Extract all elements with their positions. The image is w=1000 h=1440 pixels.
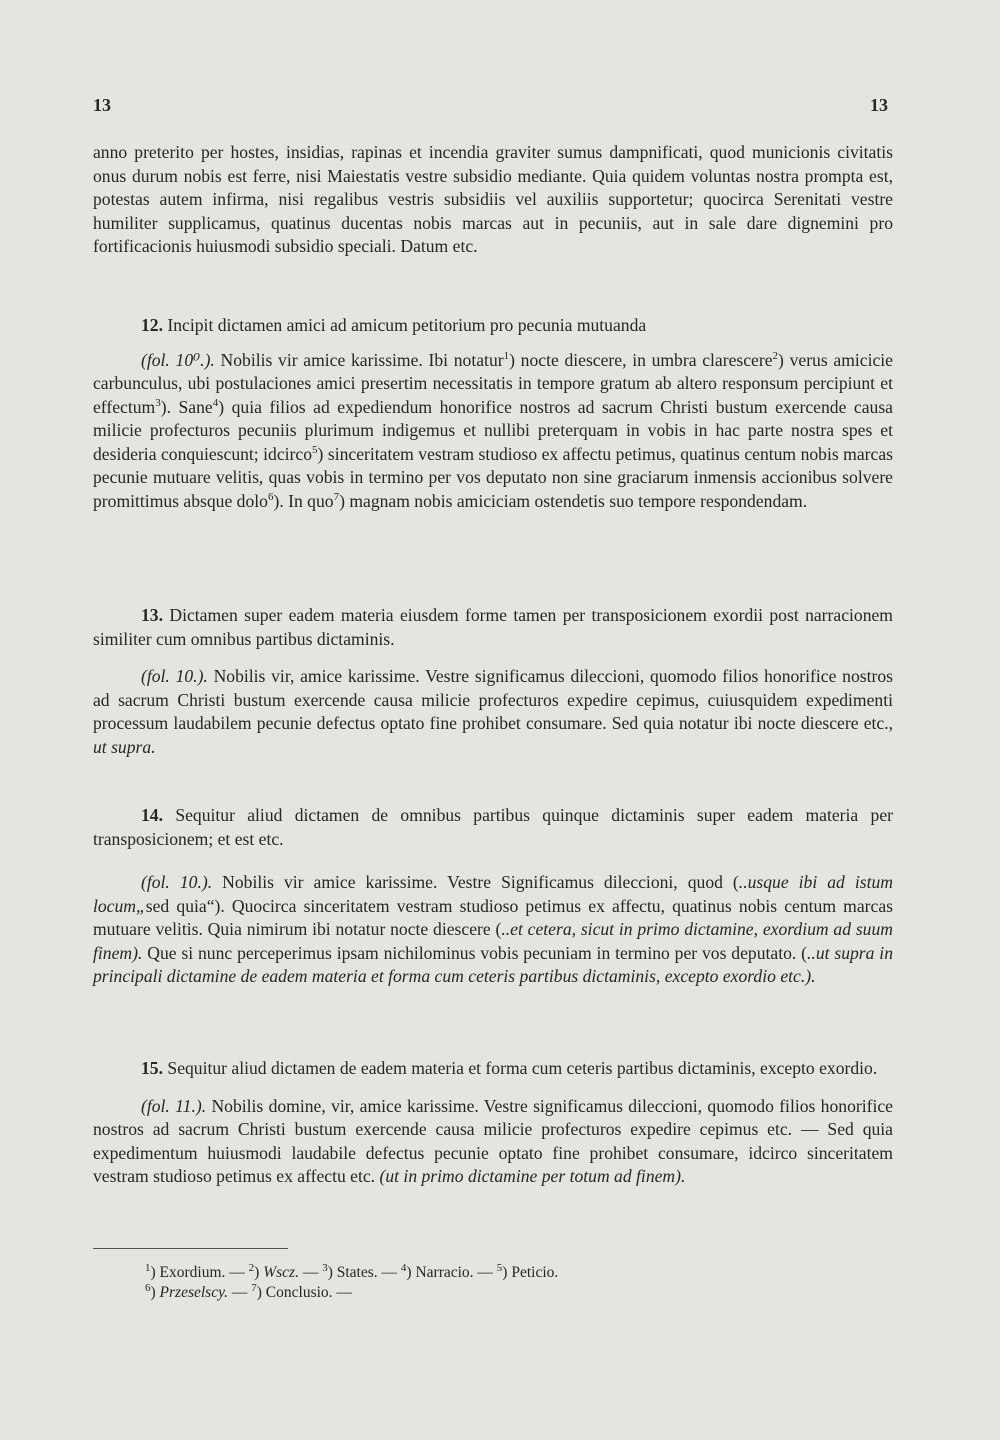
footnote-text: Exordium. — [159, 1264, 245, 1281]
section-12 [93, 314, 893, 513]
section-13 [93, 604, 893, 759]
body-text: verus amicicie carbunculus, ubi postulaciones amici presertim necessitatis in tempore gratum ab altero responsum percipiunt et effectum [93, 349, 893, 417]
folio-ref: (fol. 10⁰.). [141, 349, 215, 370]
section-title: Sequitur aliud dictamen de omnibus partibus quinque dictaminis super eadem materia per transposicionem; et est etc. [93, 805, 894, 849]
footnote-ref: 4 [212, 396, 219, 409]
body-text: quia filios ad expediendum honorifice nostros ad sacrum Christi bustum exercende causa milicie profecturos pecuniis plurimum indigemus et nullibi preterquam in vobis in hac parte nostra spes et desideria conquiescunt; idcirco [93, 396, 893, 464]
footnote-marker: 4 [400, 1261, 407, 1274]
section-title: Sequitur aliud dictamen de eadem materia et forma cum ceteris partibus dictaminis, excepto exordio. [167, 1058, 878, 1078]
footnote-text: Wscz. [263, 1264, 299, 1281]
section-12-body: (fol. 10⁰.). Nobilis vir amice karissime. Ibi notatur$^1$) nocte diescere, in umbra clarescere$^2$) verus amicicie carbunculus, ubi postulaciones amici presertim necessitatis in tempore gratum ab altero responsum percipiunt et effectum$^3$). Sane$^4$) quia filios ad expediendum honorifice nostros ad sacrum Christi bustum exercende causa milicie profecturos pecuniis plurimum indigemus et nullibi preterquam in vobis in hac parte nostra spes et desideria conquiescunt; idcirco$^5$) sinceritatem vestram studioso ex affectu petimus, quatinus centum nobis marcas pecunie mutuare velitis, quas vobis in termino per vos deputato non sine graciarum inmensis accionibus solvere promittimus absque dolo$^6$). In quo$^7$) magnam nobis amiciciam ostendetis suo tempore respondendam. [93, 349, 893, 511]
footnote-marker: 6 [145, 1281, 151, 1294]
footnote-marker: 3 [322, 1261, 328, 1274]
section-number: 12. [141, 315, 163, 335]
body-text: Nobilis vir amice karissime. Ibi notatur [220, 349, 504, 370]
footnote-ref: 2 [772, 349, 779, 362]
footnote-divider [93, 1248, 288, 1249]
section-number: 14. [141, 805, 163, 825]
folio-ref: (fol. 10.). [141, 872, 213, 892]
italic-note: ..et cetera, sicut in primo dictamine, exordium ad suum finem). [93, 919, 893, 963]
footnote-text: Conclusio. — [265, 1284, 352, 1301]
folio-ref: (fol. 11.). [141, 1095, 207, 1116]
section-15-body [93, 1095, 893, 1189]
section-14 [93, 804, 893, 989]
body-text: sinceritatem vestram studioso ex affectu petimus, quatinus centum nobis marcas pecunie mutuare velitis, quas vobis in termino per vos deputato non sine graciarum inmensis accionibus solvere promittimus absque dolo [93, 443, 893, 511]
footnote-text: Przeselscy. [159, 1284, 228, 1301]
footnote-text: Narracio. — [415, 1264, 493, 1281]
footnote-ref: 1 [503, 349, 510, 362]
footnote-text: Peticio. [511, 1264, 559, 1281]
section-title: Dictamen super eadem materia eiusdem forme tamen per transposicionem exordii post narracionem similiter cum omnibus partibus dictaminis. [93, 605, 893, 649]
folio-ref: (fol. 10.). [141, 666, 208, 686]
footnote-marker: 2 [248, 1261, 255, 1274]
section-number: 13. [141, 605, 163, 625]
body-text: Que si nunc perceperimus ipsam nichilominus vobis pecuniam in termino per vos deputato. ( [147, 942, 808, 963]
body-text: Nobilis vir, amice karissime. Vestre significamus dileccioni, quomodo filios honorifice nostros ad sacrum Christi bustum exercende causa milicie profecturos expedire cepimus, cuiusquidem expedimenti processum laudabilem pecunie defectus optato fine prohibet consumare. Sed quia notatur ibi nocte diescere etc., [93, 666, 893, 733]
section-15 [93, 1057, 893, 1189]
body-text: nocte diescere, in umbra clarescere [520, 349, 773, 370]
italic-note: ut supra. [93, 736, 156, 757]
footnote-ref: 3 [155, 396, 161, 409]
section-12-heading [93, 314, 893, 338]
footnotes-line-2: $^6$) Przeselscy. — $^7$) Conclusio. — [145, 1281, 352, 1301]
footnote-text: States. — [336, 1264, 398, 1281]
footnotes-line-1: $^1$) Exordium. — $^2$) Wscz. — $^3$) States. — $^4$) Narracio. — $^5$) Peticio. [145, 1261, 559, 1281]
section-15-heading [93, 1057, 893, 1081]
italic-note: ..usque ibi ad istum locum„ [93, 872, 893, 916]
footnote-marker: 7 [251, 1281, 257, 1294]
section-13-heading [93, 604, 893, 651]
section-title: Incipit dictamen amici ad amicum petitorium pro pecunia mutuanda [167, 315, 647, 335]
body-text: magnam nobis amiciciam ostendetis suo tempore respondendam. [349, 490, 808, 511]
section-14-body [93, 871, 893, 989]
body-text: Nobilis domine, vir, amice karissime. Vestre significamus dileccioni, quomodo filios honorifice nostros ad sacrum Christi bustum exercende causa milicie profecturos expedire cepimus etc. — Sed quia expedimentum huiusmodi laudabile defectus pecunie optato fine prohibet consumare, idcirco sinceritatem vestram studioso petimus ex affectu etc. [93, 1095, 893, 1186]
page-number-left: 13 [93, 95, 111, 115]
footnote-ref: 5 [312, 443, 318, 456]
footnote-ref: 7 [333, 490, 340, 503]
footnote-text: — [302, 1264, 319, 1281]
intro-paragraph [93, 141, 893, 259]
page-number-right: 13 [870, 95, 888, 115]
body-text: sed quia“). Quocirca sinceritatem vestram studioso petimus ex affectu, quatinus nobis centum marcas mutuare velitis. Quia nimirum ibi notatur nocte diescere ( [93, 895, 893, 939]
body-text: Nobilis vir amice karissime. Vestre Significamus dileccioni, quod ( [222, 872, 739, 892]
footnote-ref: 6 [267, 490, 274, 503]
footnote-marker: 5 [496, 1261, 503, 1274]
intro-text: anno preterito per hostes, insidias, rapinas et incendia graviter sumus dampnificati, quod municionis civitatis onus durum nobis est ferre, nisi Maiestatis vestre subsidio mediante. Quia quidem voluntas nostra prompta est, potestas autem infirma, nisi regalibus vestris subsidiis vel auxiliis supportetur; quocirca Serenitati vestre humiliter supplicamus, quatinus ducentas nobis marcas aut in pecuniis, aut in sale dare dignemini pro fortificacionis huiusmodi subsidio speciali. Datum etc. [93, 142, 893, 256]
body-text: . In quo [279, 490, 334, 511]
section-13-body [93, 665, 893, 759]
section-14-heading [93, 804, 893, 851]
italic-note: (ut in primo dictamine per totum ad finem). [379, 1166, 686, 1186]
footnote-marker: 1 [145, 1261, 151, 1274]
body-text: . Sane [166, 396, 213, 417]
section-number: 15. [141, 1058, 163, 1078]
footnote-text: — [231, 1284, 248, 1301]
italic-note: ..ut supra in principali dictamine de eadem materia et forma cum ceteris partibus dictaminis, excepto exordio etc.). [93, 942, 893, 986]
